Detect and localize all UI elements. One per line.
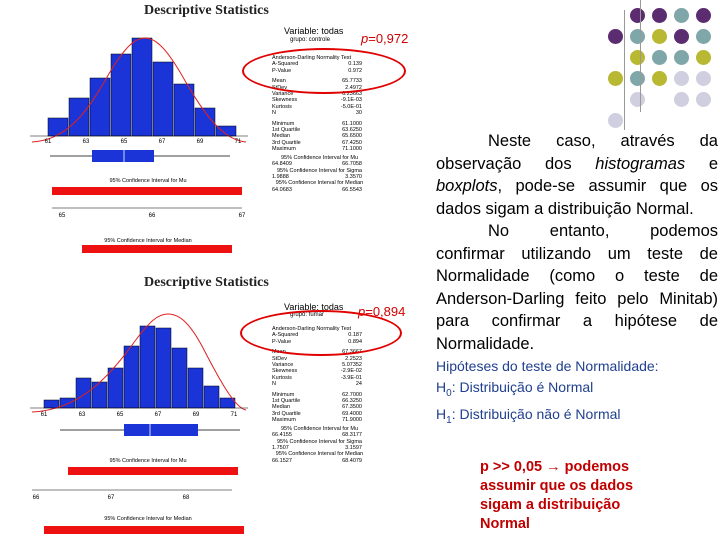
- axis-tick-label: 63: [82, 139, 90, 144]
- axis-tick-label: 67: [107, 495, 115, 501]
- stat-row: P-Value 0.972: [272, 67, 362, 74]
- histogram-bar: [76, 378, 91, 408]
- histogram-bar: [153, 62, 173, 136]
- stat-row: A-Squared 0.187: [272, 332, 362, 339]
- histogram-bar: [156, 328, 171, 408]
- stat-row: Variance 6.23663: [272, 91, 362, 98]
- axis-tick-label: 65: [116, 412, 124, 416]
- histogram-bar: [48, 118, 68, 136]
- decorative-dot: [674, 50, 689, 65]
- decorative-dot: [630, 8, 645, 23]
- axis-tick-label: 61: [40, 412, 48, 416]
- decorative-dot: [608, 113, 623, 128]
- decorative-dot: [696, 50, 711, 65]
- ci-median-text: 95% Confidence Interval for Median: [275, 180, 364, 187]
- decorative-dot: [674, 29, 689, 44]
- decorative-dot: [630, 29, 645, 44]
- axis-tick-label: 67: [238, 213, 246, 219]
- ci-sigma-values: 1.9888 3.3570: [272, 173, 362, 180]
- explanation-paragraph-2: No entanto, podemos confirmar utilizando um teste de Normalidade (como o teste de Anderson-Darling feito pelo Minitab) para confirmar a hipótese de Normalidade.: [436, 222, 718, 353]
- ci-median-text: 95% Confidence Interval for Median: [275, 451, 364, 458]
- ci-mu-label: 95% Confidence Interval for Mu: [109, 178, 187, 184]
- p-value-annotation: p=0,894: [358, 304, 406, 319]
- stat-row: Skewness -9.1E-03: [272, 97, 362, 104]
- stat-row: Median 65.6500: [272, 133, 362, 140]
- decorative-dot: [674, 71, 689, 86]
- stat-row: P-Value 0.894: [272, 338, 362, 345]
- p-value-highlight-ellipse: [242, 48, 406, 94]
- ci-median-label: 95% Confidence Interval for Median: [104, 516, 192, 522]
- ci-median-values: 64.0683 66.5543: [272, 186, 362, 193]
- histogram-bar: [60, 398, 75, 408]
- axis-tick-label: 65: [58, 213, 66, 219]
- ci-sigma-values: 1.7507 3.1597: [272, 444, 362, 451]
- ci-mu-values: 64.8409 66.7058: [272, 161, 362, 168]
- stat-row: N 24: [272, 381, 362, 388]
- histogram-bar: [69, 98, 89, 136]
- stat-row: Minimum 62.7000: [272, 391, 362, 398]
- decorative-dot: [652, 50, 667, 65]
- stat-row: Mean 65.7733: [272, 78, 362, 85]
- decorative-dot: [696, 71, 711, 86]
- stat-row: 3rd Quartile 69.4000: [272, 410, 362, 417]
- boxplot-box: [92, 150, 154, 162]
- decorative-dot: [674, 92, 689, 107]
- stat-row: StDev 2.4972: [272, 84, 362, 91]
- ci-mu-label: 95% Confidence Interval for Mu: [109, 458, 187, 464]
- descriptive-stats-panel-1: [28, 0, 433, 262]
- axis-tick-label: 69: [196, 139, 204, 144]
- descriptive-stats-panel-2: [28, 270, 433, 540]
- axis-tick-label: 71: [234, 139, 242, 144]
- variable-label: Variable: todas: [284, 26, 344, 36]
- histogram-bar: [204, 386, 219, 408]
- decorative-dot: [630, 50, 645, 65]
- ci-median-values: 66.1527 68.4079: [272, 457, 362, 464]
- histogram-bar: [188, 368, 203, 408]
- histogram-chart: [30, 306, 248, 416]
- stat-row: Kurtosis -5.0E-01: [272, 103, 362, 110]
- stat-row: Maximum 71.1000: [272, 146, 362, 153]
- ci-sigma-text: 95% Confidence Interval for Sigma: [277, 438, 362, 445]
- histogram-chart: [30, 32, 248, 144]
- stat-row: A-Squared 0.139: [272, 61, 362, 68]
- panel-title: Descriptive Statistics: [144, 3, 269, 18]
- conclusion-text: p >> 0,05 → podemos assumir que os dados sigam a distribuição Normal: [480, 459, 634, 532]
- ci-sigma-text: 95% Confidence Interval for Sigma: [277, 167, 362, 174]
- ci-mu-bar: [68, 467, 238, 475]
- ci-axis: [52, 204, 252, 222]
- axis-tick-label: 66: [148, 213, 156, 219]
- group-label: grupo: controle: [290, 37, 331, 43]
- boxplot: [30, 146, 248, 166]
- histogram-bar: [44, 400, 59, 408]
- histogram-bar: [108, 368, 123, 408]
- decorative-dot: [696, 8, 711, 23]
- decorative-dot: [608, 29, 623, 44]
- test-title: Anderson-Darling Normality Test: [272, 326, 352, 332]
- decorative-dot: [696, 92, 711, 107]
- boxplot: [30, 420, 248, 440]
- histogram-bar: [140, 326, 155, 408]
- decorative-vertical-line: [624, 10, 625, 130]
- ci-mu-values: 66.4155 68.3177: [272, 432, 362, 439]
- decorative-dot: [630, 92, 645, 107]
- stat-row: Kurtosis -3.9E-01: [272, 374, 362, 381]
- stat-row: Minimum 61.1000: [272, 120, 362, 127]
- axis-tick-label: 69: [192, 412, 200, 416]
- panel-title: Descriptive Statistics: [144, 275, 269, 290]
- p-value-highlight-ellipse: [240, 310, 402, 356]
- hypothesis-h0: $H_0$: Distribuição é Normal: [436, 379, 594, 399]
- axis-tick-label: 61: [44, 139, 52, 144]
- histogram-bar: [132, 38, 152, 136]
- decorative-dot-grid: [600, 0, 720, 130]
- decorative-dot: [630, 71, 645, 86]
- decorative-dot: [652, 71, 667, 86]
- ci-mu-bar: [52, 187, 242, 195]
- stat-row: StDev 2.2523: [272, 355, 362, 362]
- decorative-dot: [652, 8, 667, 23]
- ci-axis: [32, 486, 242, 504]
- stat-row: Maximum 71.9000: [272, 417, 362, 424]
- stat-row: 1st Quartile 63.6250: [272, 127, 362, 134]
- decorative-dot: [652, 29, 667, 44]
- p-value-annotation: p=0,972: [361, 31, 409, 46]
- stat-row: Skewness -2.9E-02: [272, 368, 362, 375]
- histogram-bar: [174, 84, 194, 136]
- hypotheses-block: [436, 356, 720, 431]
- axis-tick-label: 71: [230, 412, 238, 416]
- test-title: Anderson-Darling Normality Test: [272, 55, 352, 61]
- group-label: grupo: fumar: [290, 312, 325, 318]
- stat-row: Mean 67.3667: [272, 349, 362, 356]
- hypotheses-title: Hipóteses do teste de Normalidade:: [436, 358, 659, 374]
- histogram-bar: [172, 348, 187, 408]
- histogram-bar: [92, 382, 107, 408]
- stat-row: N 30: [272, 110, 362, 117]
- axis-tick-label: 67: [158, 139, 166, 144]
- ci-median-bar: [44, 526, 244, 534]
- decorative-dot: [608, 71, 623, 86]
- decorative-vertical-line-2: [640, 0, 641, 112]
- axis-tick-label: 63: [78, 412, 86, 416]
- histogram-bar: [90, 78, 110, 136]
- decorative-dot: [696, 29, 711, 44]
- axis-tick-label: 65: [120, 139, 128, 144]
- histogram-bar: [124, 346, 139, 408]
- boxplot-box: [124, 424, 198, 436]
- variable-label: Variable: todas: [284, 302, 344, 312]
- decorative-dot: [674, 8, 689, 23]
- ci-mu-text: 95% Confidence Interval for Mu: [280, 154, 359, 161]
- axis-tick-label: 67: [154, 412, 162, 416]
- stat-row: Median 67.3500: [272, 404, 362, 411]
- ci-mu-text: 95% Confidence Interval for Mu: [280, 425, 359, 432]
- hypothesis-h1: $H_1$: Distribuição não é Normal: [436, 405, 621, 426]
- axis-tick-label: 68: [182, 495, 190, 501]
- stat-row: 1st Quartile 66.3250: [272, 398, 362, 405]
- stat-row: Variance 5.07352: [272, 362, 362, 369]
- axis-tick-label: 66: [32, 495, 40, 501]
- ci-median-bar: [82, 245, 232, 253]
- explanation-paragraph-1: Neste caso, através da observação dos histogramas e boxplots, pode-se assumir que os dados sigam a distribuição Normal.: [436, 132, 718, 218]
- stat-row: 3rd Quartile 67.4250: [272, 139, 362, 146]
- ci-median-label: 95% Confidence Interval for Median: [104, 238, 192, 244]
